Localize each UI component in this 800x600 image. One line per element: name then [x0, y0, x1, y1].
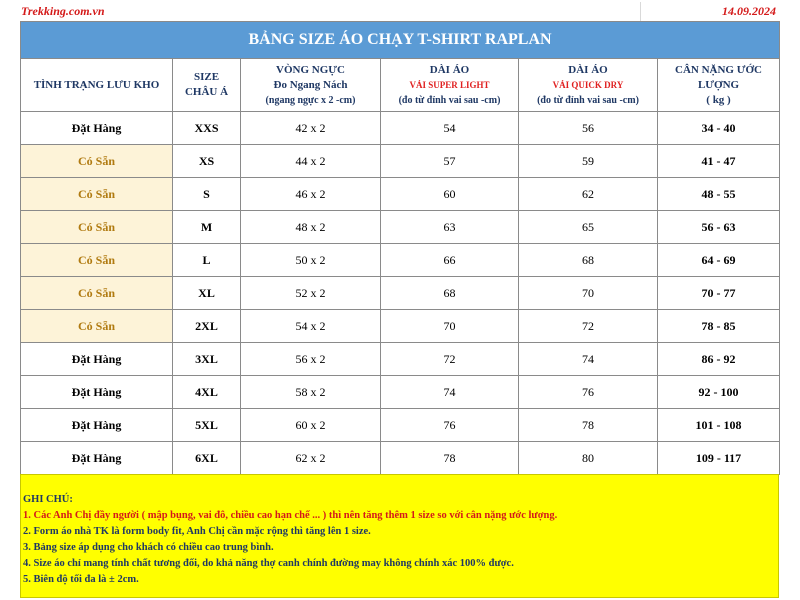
site-name: Trekking.com.vn	[21, 4, 105, 18]
length-super-light-cell: 76	[381, 409, 519, 442]
notes-title: GHI CHÚ:	[23, 494, 73, 505]
weight-cell: 48 - 55	[658, 178, 780, 211]
length-quick-dry-cell: 68	[519, 244, 658, 277]
col-chest: VÒNG NGỰC Đo Ngang Nách (ngang ngực x 2 -cm)	[241, 59, 381, 112]
size-cell: XS	[173, 145, 241, 178]
length-quick-dry-cell: 65	[519, 211, 658, 244]
table-row	[21, 211, 780, 244]
note-line: 1. Các Anh Chị đầy người ( mập bụng, vai đô, chiều cao hạn chế ... ) thì nên tăng thêm 1 size so với cân nặng ước lượng.	[23, 510, 558, 521]
col-length-super-light: DÀI ÁO VẢI SUPER LIGHT (đo từ đỉnh vai sau -cm)	[381, 59, 519, 112]
note-line: 2. Form áo nhà TK là form body fit, Anh Chị cần mặc rộng thì tăng lên 1 size.	[23, 526, 371, 537]
length-super-light-cell: 63	[381, 211, 519, 244]
note-line: 5. Biên độ tối đa là ± 2cm.	[23, 574, 139, 585]
table-title: BẢNG SIZE ÁO CHẠY T-SHIRT RAPLAN	[21, 22, 780, 59]
table-row	[21, 310, 780, 343]
length-quick-dry-cell: 56	[519, 112, 658, 145]
table-row	[21, 376, 780, 409]
divider	[640, 2, 641, 22]
table-row	[21, 145, 780, 178]
length-quick-dry-cell: 76	[519, 376, 658, 409]
size-cell: M	[173, 211, 241, 244]
status-cell: Có Sẵn	[21, 145, 173, 178]
size-cell: 2XL	[173, 310, 241, 343]
table-row	[21, 112, 780, 145]
length-super-light-cell: 54	[381, 112, 519, 145]
size-cell: 3XL	[173, 343, 241, 376]
length-quick-dry-cell: 59	[519, 145, 658, 178]
col-weight: CÂN NẶNG ƯỚC LƯỢNG ( kg )	[658, 59, 780, 112]
chest-cell: 58 x 2	[241, 376, 381, 409]
size-cell: L	[173, 244, 241, 277]
chest-cell: 42 x 2	[241, 112, 381, 145]
length-super-light-cell: 57	[381, 145, 519, 178]
length-super-light-cell: 66	[381, 244, 519, 277]
status-cell: Đặt Hàng	[21, 343, 173, 376]
size-table	[20, 21, 780, 475]
table-row	[21, 178, 780, 211]
table-row	[21, 277, 780, 310]
size-cell: 4XL	[173, 376, 241, 409]
length-super-light-cell: 74	[381, 376, 519, 409]
note-line: 4. Size áo chỉ mang tính chất tương đối, do khả năng thợ canh chính đường may không chính xác 100% được.	[23, 558, 514, 569]
chest-cell: 50 x 2	[241, 244, 381, 277]
size-cell: XXS	[173, 112, 241, 145]
chest-cell: 62 x 2	[241, 442, 381, 475]
chest-cell: 54 x 2	[241, 310, 381, 343]
chest-cell: 44 x 2	[241, 145, 381, 178]
weight-cell: 70 - 77	[658, 277, 780, 310]
date-stamp: 14.09.2024	[722, 4, 776, 18]
table-row	[21, 343, 780, 376]
length-super-light-cell: 70	[381, 310, 519, 343]
status-cell: Đặt Hàng	[21, 442, 173, 475]
length-quick-dry-cell: 72	[519, 310, 658, 343]
status-cell: Có Sẵn	[21, 310, 173, 343]
status-cell: Có Sẵn	[21, 178, 173, 211]
length-quick-dry-cell: 62	[519, 178, 658, 211]
status-cell: Đặt Hàng	[21, 376, 173, 409]
col-length-quick-dry: DÀI ÁO VẢI QUICK DRY (đo từ đỉnh vai sau -cm)	[519, 59, 658, 112]
chest-cell: 52 x 2	[241, 277, 381, 310]
status-cell: Đặt Hàng	[21, 112, 173, 145]
table-row	[21, 409, 780, 442]
chest-cell: 48 x 2	[241, 211, 381, 244]
length-quick-dry-cell: 74	[519, 343, 658, 376]
note-line: 3. Bảng size áp dụng cho khách có chiều cao trung bình.	[23, 542, 274, 553]
length-super-light-cell: 72	[381, 343, 519, 376]
weight-cell: 64 - 69	[658, 244, 780, 277]
status-cell: Có Sẵn	[21, 277, 173, 310]
size-chart	[20, 21, 779, 475]
status-cell: Có Sẵn	[21, 244, 173, 277]
length-quick-dry-cell: 70	[519, 277, 658, 310]
chest-cell: 46 x 2	[241, 178, 381, 211]
size-cell: XL	[173, 277, 241, 310]
weight-cell: 109 - 117	[658, 442, 780, 475]
length-super-light-cell: 60	[381, 178, 519, 211]
header-row	[21, 59, 780, 112]
weight-cell: 78 - 85	[658, 310, 780, 343]
col-status: TÌNH TRẠNG LƯU KHO	[21, 59, 173, 112]
notes-box	[20, 474, 779, 598]
length-super-light-cell: 68	[381, 277, 519, 310]
weight-cell: 101 - 108	[658, 409, 780, 442]
size-cell: 6XL	[173, 442, 241, 475]
weight-cell: 86 - 92	[658, 343, 780, 376]
length-quick-dry-cell: 78	[519, 409, 658, 442]
top-bar	[19, 2, 780, 22]
size-cell: 5XL	[173, 409, 241, 442]
col-size: SIZE CHÂU Á	[173, 59, 241, 112]
length-super-light-cell: 78	[381, 442, 519, 475]
table-row	[21, 442, 780, 475]
table-row	[21, 244, 780, 277]
size-cell: S	[173, 178, 241, 211]
chest-cell: 56 x 2	[241, 343, 381, 376]
weight-cell: 56 - 63	[658, 211, 780, 244]
length-quick-dry-cell: 80	[519, 442, 658, 475]
weight-cell: 34 - 40	[658, 112, 780, 145]
chest-cell: 60 x 2	[241, 409, 381, 442]
status-cell: Đặt Hàng	[21, 409, 173, 442]
status-cell: Có Sẵn	[21, 211, 173, 244]
weight-cell: 41 - 47	[658, 145, 780, 178]
weight-cell: 92 - 100	[658, 376, 780, 409]
